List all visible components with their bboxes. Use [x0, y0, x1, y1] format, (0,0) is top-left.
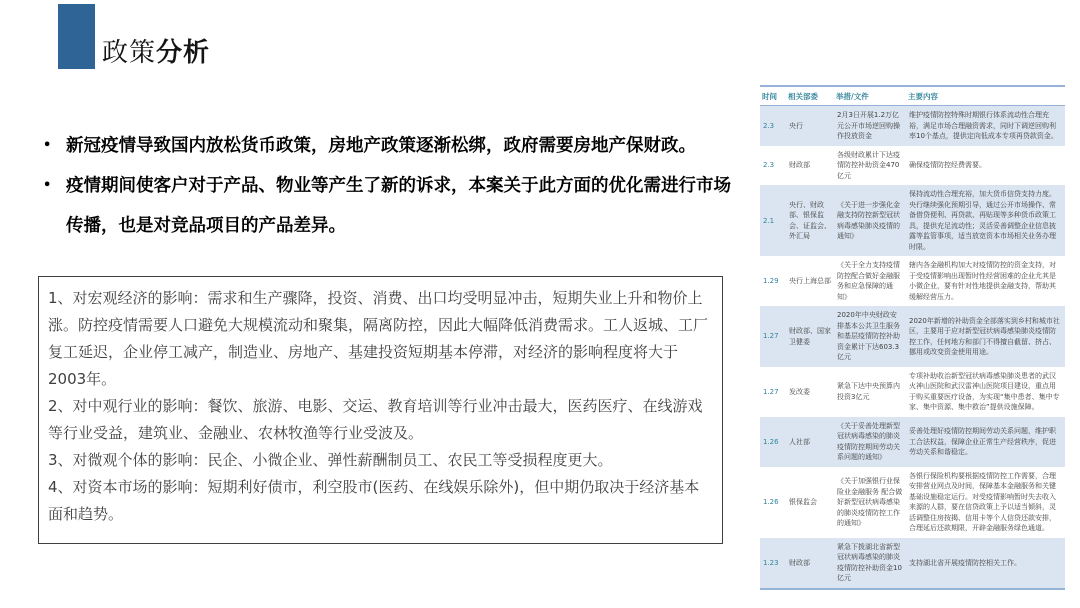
impact-paragraph: 3、对微观个体的影响：民企、小微企业、弹性薪酬制员工、农民工等受损程度更大。	[48, 451, 613, 469]
policy-measure-cell: 2020年中央财政安排基本公共卫生服务和基层疫情防控补助资金累计下达603.3亿元	[837, 311, 900, 362]
policy-content-cell: 支持湖北省开展疫情防控相关工作。	[909, 558, 1021, 567]
policy-table-header-cell: 时间	[760, 86, 786, 106]
policy-table-row	[760, 256, 1065, 306]
page-title-regular: 政策	[102, 38, 157, 68]
policy-time-cell: 1.29	[763, 277, 779, 285]
policy-ministry-cell: 财政部	[789, 161, 810, 170]
policy-ministry-cell: 财政部	[789, 558, 810, 567]
page-title-bold: 分析	[156, 38, 211, 68]
policy-time-cell: 1.26	[763, 437, 779, 446]
policy-measure-cell: 《关于进一步强化金融支持防控新型冠状病毒感染肺炎疫情的通知》	[837, 200, 900, 241]
policy-table-header-cell: 相关部委	[786, 86, 834, 106]
policy-ministry-cell: 央行、财政部、银保监会、证监会、外汇局	[789, 200, 831, 241]
policy-table-head	[760, 86, 1065, 106]
key-point-item	[38, 126, 732, 166]
policy-table-header-cell: 主要内容	[906, 86, 1065, 106]
policy-content-cell: 保持流动性合理充裕，加大货币信贷支持力度。央行继续强化预期引导，通过公开市场操作、常备借贷便利、再贷款、再贴现等多种货币政策工具，提供充足流动性；灵活妥善调整企业信息披露等监管事项，适当放宽资本市场相关业务办理时限。	[909, 190, 1056, 251]
policy-table-row	[760, 417, 1065, 467]
bullet-marker-icon	[38, 166, 66, 206]
policy-time-cell: 2.3	[763, 121, 775, 130]
key-point-text: 疫情期间使客户对于产品、物业等产生了新的诉求，本案关于此方面的优化需进行市场传播，也是对竞品项目的产品差异。	[66, 176, 731, 236]
policy-table-row	[760, 106, 1065, 146]
policy-ministry-cell: 央行	[789, 121, 803, 130]
policy-content-cell: 维护疫情防控特殊时期银行体系流动性合理充裕，满足市场合理融资需求，同时下调逆回购利率10个基点，提供定向低成本专项再贷款资金。	[909, 111, 1058, 141]
key-point-item	[38, 166, 732, 246]
policy-table-row	[760, 367, 1065, 417]
policy-time-cell: 1.23	[763, 558, 779, 567]
policy-table-body	[760, 106, 1065, 589]
impact-paragraph: 1、对宏观经济的影响：需求和生产骤降，投资、消费、出口均受明显冲击，短期失业上升和物价上涨。防控疫情需要人口避免大规模流动和聚集，隔离防控，因此大幅降低消费需求。工人返城、工厂复工延迟，企业停工减产，制造业、房地产、基建投资短期基本停滞，对经济的影响程度将大于2003年。	[48, 289, 709, 388]
policy-time-cell: 1.26	[763, 498, 779, 506]
policy-ministry-cell: 发改委	[789, 387, 810, 396]
policy-ministry-cell: 财政部、国家卫健委	[789, 327, 831, 346]
policy-measure-cell: 紧急下拨湖北省新型冠状病毒感染的肺炎疫情防控补助资金10亿元	[837, 542, 902, 583]
policy-measure-cell: 《关于加强银行业保险业金融服务 配合做好新型冠状病毒感染的肺炎疫情防控工作的通知》	[837, 477, 903, 527]
policy-content-cell: 2020年新增的补助资金全部落实到乡村和城市社区，主要用于应对新型冠状病毒感染肺炎疫情防控工作，任何地方和部门不得擅自截留、挤占、挪用或改变资金使用用途。	[909, 316, 1060, 356]
title-accent-bar	[58, 4, 95, 69]
policy-table-header-cell: 举措/文件	[834, 86, 906, 106]
policy-ministry-cell: 央行上海总部	[789, 277, 831, 285]
policy-table-header-row	[760, 86, 1065, 106]
policy-table-row	[760, 467, 1065, 538]
policy-table-row	[760, 306, 1065, 367]
policy-table-row	[760, 185, 1065, 256]
policy-table-row	[760, 538, 1065, 589]
policy-time-cell: 1.27	[763, 387, 779, 396]
policy-table	[760, 85, 1065, 590]
policy-content-cell: 专项补助收治新型冠状病毒感染肺炎患者的武汉火神山医院和武汉雷神山医院项目建设，重点用于购买重要医疗设备，为实现“集中患者、集中专家、集中资源、集中救治”提供设施保障。	[909, 371, 1060, 412]
bullet-marker-icon	[38, 126, 66, 166]
policy-content-cell: 妥善处理好疫情防控期间劳动关系问题，维护职工合法权益，保障企业正常生产经营秩序，促进劳动关系和谐稳定。	[909, 427, 1056, 456]
policy-measure-cell: 各级财政累计下达疫情防控补助资金470亿元	[837, 150, 900, 180]
policy-content-cell: 确保疫情防控经费需要。	[909, 161, 986, 170]
policy-measure-cell: 《关于全力支持疫情防控配合做好金融服务和应急保障的通知》	[837, 261, 900, 301]
impact-paragraph: 2、对中观行业的影响：餐饮、旅游、电影、交运、教育培训等行业冲击最大，医药医疗、在线游戏等行业受益，建筑业、金融业、农林牧渔等行业受波及。	[48, 397, 703, 442]
policy-table-row	[760, 146, 1065, 186]
policy-time-cell: 2.1	[763, 216, 775, 225]
policy-time-cell: 1.27	[763, 332, 779, 341]
policy-ministry-cell: 银保监会	[789, 498, 817, 506]
policy-time-cell: 2.3	[763, 161, 775, 170]
impact-paragraph: 4、对资本市场的影响：短期利好债市，利空股市(医药、在线娱乐除外)，但中期仍取决于经济基本面和趋势。	[48, 478, 700, 523]
page-title	[102, 32, 210, 69]
key-point-text: 新冠疫情导致国内放松货币政策，房地产政策逐渐松绑，政府需要房地产保财政。	[66, 136, 696, 156]
policy-content-cell: 各银行保险机构要根据疫情防控工作需要，合理安排营业网点及时间，保障基本金融服务和关键基础设施稳定运行。对受疫情影响暂时失去收入来源的人群，要在信贷政策上予以适当倾斜，灵活调整住房按揭、信用卡等个人信贷还款安排，合理延后还款期限，开辟金融服务绿色通道。	[909, 471, 1056, 533]
policy-measure-cell: 紧急下达中央预算内投资3亿元	[837, 382, 900, 401]
policy-measure-cell: 2月3日开展1.2万亿元公开市场逆回购操作投放资金	[837, 111, 900, 141]
impact-analysis-box	[38, 276, 723, 544]
policy-measure-cell: 《关于妥善处理新型冠状病毒感染的肺炎疫情防控期间劳动关系问题的通知》	[837, 421, 900, 462]
key-points-list	[38, 126, 732, 246]
policy-content-cell: 辖内各金融机构加大对疫情防控的资金支持，对于受疫情影响出现暂时性经营困难的企业尤其是小微企业，要有针对性地提供金融支持，帮助其缓解经营压力。	[909, 261, 1056, 301]
policy-ministry-cell: 人社部	[789, 437, 810, 446]
